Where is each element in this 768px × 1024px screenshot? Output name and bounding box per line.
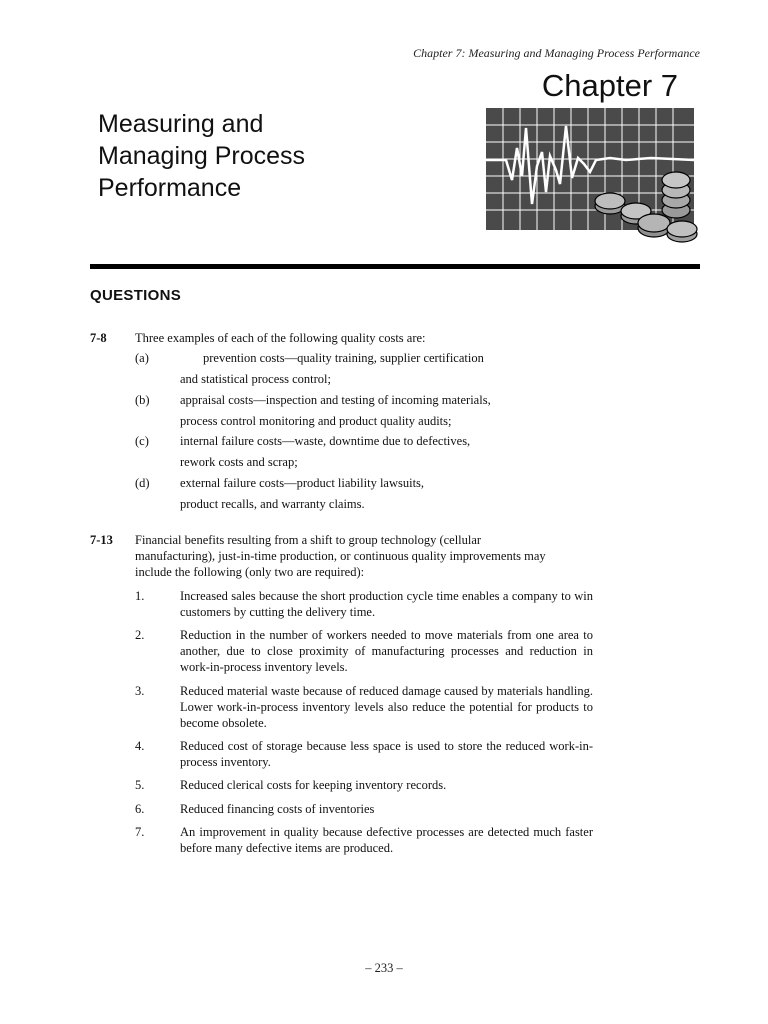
list-item-label: 5. [135,778,145,792]
chapter-title [98,108,418,204]
chapter-title-line-2: Managing Process [98,142,306,170]
question-number: 7-13 [90,533,113,547]
page-number: – 233 – [365,961,403,975]
list-item-text: prevention costs—quality training, supplier certification [203,351,484,365]
list-item-text: Reduced clerical costs for keeping inventory records. [180,778,447,792]
header-rule [90,264,700,269]
chapter-title-line-1: Measuring and [98,110,264,138]
list-item-text: external failure costs—product liability lawsuits, [180,476,425,490]
running-header: Chapter 7: Measuring and Managing Process Performance [413,46,700,60]
list-item-text-continued: and statistical process control; [180,372,332,386]
list-item-text: internal failure costs—waste, downtime due to defectives, [180,434,471,448]
question-number: 7-8 [90,331,107,345]
section-heading: QUESTIONS [90,287,182,304]
list-item-label: (a) [135,351,149,365]
question-intro: Financial benefits resulting from a shift to group technology (cellular manufacturing), just-in-time production, or continuous quality improvements may include the following (only two are required): [135,533,546,579]
list-item-label: (c) [135,434,149,448]
chapter-title-line-3: Performance [98,174,242,202]
list-item-text: Reduction in the number of workers needed to move materials from one area to another, due to close proximity of manufacturing processes and reduction in work-in-process inventory levels. [180,628,593,674]
list-item-label: 1. [135,589,145,603]
list-item-text-continued: product recalls, and warranty claims. [180,497,365,511]
list-item-label: 6. [135,802,145,816]
list-item-text: Reduced material waste because of reduced damage caused by materials handling. Lower work-in-process inventory levels also reduce the potential for products to become obsolete. [180,684,593,730]
list-item-text: Reduced financing costs of inventories [180,802,375,816]
list-item-text-continued: process control monitoring and product quality audits; [180,414,452,428]
stock-chart-with-coins-icon [486,108,702,248]
list-item-text: appraisal costs—inspection and testing of incoming materials, [180,393,491,407]
list-item-label: 7. [135,825,145,839]
chapter-label: Chapter 7 [541,68,678,103]
list-item-text-continued: rework costs and scrap; [180,455,298,469]
question-intro: Three examples of each of the following quality costs are: [135,331,426,345]
list-item-text: Reduced cost of storage because less space is used to store the reduced work-in-process inventory. [180,739,593,769]
question-7-13 [90,532,610,862]
list-item-label: 2. [135,628,145,642]
list-item-label: (d) [135,476,150,490]
list-item-text: Increased sales because the short production cycle time enables a company to win customers by cutting the delivery time. [180,589,593,619]
list-item-text: An improvement in quality because defective processes are detected much faster before many defective items are produced. [180,825,593,855]
question-7-8 [90,330,610,520]
list-item-label: 3. [135,684,145,698]
list-item-label: 4. [135,739,145,753]
list-item-label: (b) [135,393,150,407]
